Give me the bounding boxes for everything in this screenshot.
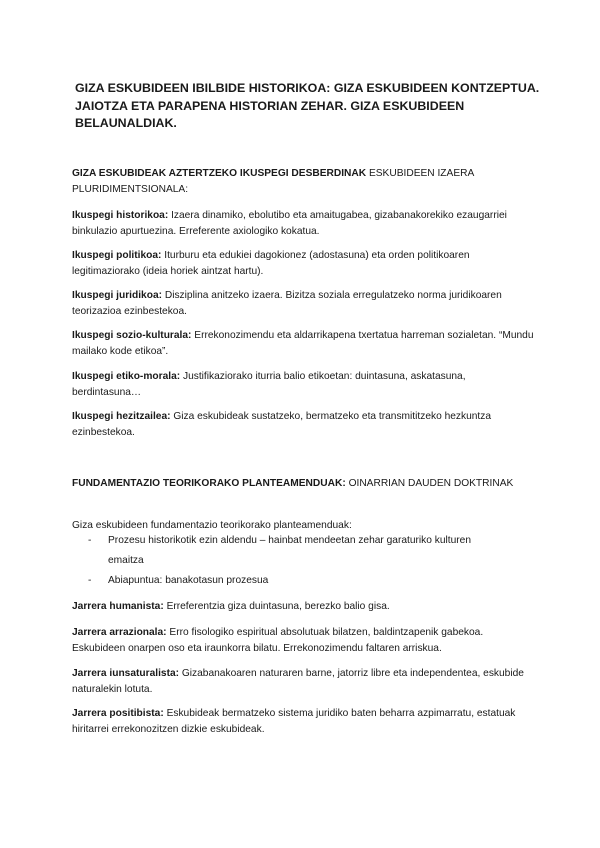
term-text: Errekonozimendu eta aldarrikapena txertatua harreman sozialetan. “Mundu mailako kode etikoa”. <box>72 330 534 357</box>
section-heading-rest: ESKUBIDEEN IZAERA PLURIDIMENTSIONALA: <box>72 168 474 195</box>
term-label: Ikuspegi politikoa: <box>72 250 162 261</box>
term-label: Ikuspegi etiko-morala: <box>72 371 181 382</box>
paragraph-perspective-political <box>72 248 534 280</box>
paragraph-stance-humanist <box>72 599 534 615</box>
term-label: Jarrera arrazionala: <box>72 627 167 638</box>
paragraph-stance-positivist <box>72 706 534 738</box>
term-label: Ikuspegi sozio-kulturala: <box>72 330 192 341</box>
section-heading-perspectives <box>72 166 534 198</box>
term-text: Izaera dinamiko, ebolutibo eta amaitugabea, gizabanakorekiko ezaugarriei binkulazio apurtuezina. Erreferente axiologiko kokatua. <box>72 210 507 237</box>
term-text: Erro fisologiko espiritual absolutuak bilatzen, baldintzapenik gabekoa. Eskubideen onarpen oso eta iraunkorra bilatu. Errekonozimendu faltaren arriskua. <box>72 627 484 654</box>
section-heading-bold: FUNDAMENTAZIO TEORIKORAKO PLANTEAMENDUAK: <box>72 478 346 489</box>
paragraph-stance-iusnaturalist <box>72 666 534 698</box>
dash-marker: - <box>88 535 92 546</box>
paragraph-perspective-ethical <box>72 369 534 401</box>
paragraph-stance-rational <box>72 625 534 657</box>
term-text: Disziplina anitzeko izaera. Bizitza soziala erregulatzeko norma juridikoaren teorizazioa ezinbestekoa. <box>72 290 502 317</box>
term-label: Ikuspegi juridikoa: <box>72 290 163 301</box>
term-label: Jarrera positibista: <box>72 708 164 719</box>
foundations-bullet-list <box>88 531 508 591</box>
section-heading-rest: OINARRIAN DAUDEN DOKTRINAK <box>345 478 514 489</box>
list-item <box>88 531 508 571</box>
document-title: GIZA ESKUBIDEEN IBILBIDE HISTORIKOA: GIZA ESKUBIDEEN KONTZEPTUA. JAIOTZA ETA PARAPENA HISTORIAN ZEHAR. GIZA ESKUBIDEEN BELAUNALDIAK. <box>75 81 540 130</box>
term-text: Eskubideak bermatzeko sistema juridiko baten beharra azpimarratu, estatuak hiritarrei errekonozitzen dizkie eskubideak. <box>72 708 516 735</box>
paragraph-perspective-educational <box>72 409 534 441</box>
term-label: Jarrera iunsaturalista: <box>72 668 180 679</box>
term-text: Erreferentzia giza duintasuna, berezko balio gisa. <box>163 601 390 612</box>
dash-marker: - <box>88 575 92 586</box>
term-label: Ikuspegi hezitzailea: <box>72 411 171 422</box>
term-text: Gizabanakoaren naturaren barne, jatorriz libre eta independentea, eskubide naturalekin lotuta. <box>72 668 524 695</box>
foundations-lead: Giza eskubideen fundamentazio teorikorako planteamenduak: <box>72 520 352 531</box>
paragraph-perspective-historical <box>72 208 534 240</box>
section-heading-bold: GIZA ESKUBIDEAK AZTERTZEKO IKUSPEGI DESBERDINAK <box>72 168 367 179</box>
term-text: Justifikaziorako iturria balio etikoetan: duintasuna, askatasuna, berdintasuna… <box>72 371 466 398</box>
list-item-text: Abiapuntua: banakotasun prozesua <box>108 575 269 586</box>
paragraph-perspective-sociocultural <box>72 328 534 360</box>
list-item <box>88 571 508 591</box>
paragraph-perspective-legal <box>72 288 534 320</box>
section-heading-foundations <box>72 476 534 492</box>
list-item-text: Prozesu historikotik ezin aldendu – hainbat mendeetan zehar garaturiko kulturen emaitza <box>108 535 472 566</box>
term-text: Giza eskubideak sustatzeko, bermatzeko eta transmititzeko hezkuntza ezinbestekoa. <box>72 411 492 438</box>
term-label: Jarrera humanista: <box>72 601 164 612</box>
term-text: Iturburu eta edukiei dagokionez (adostasuna) eta orden politikoaren legitimaziorako (ideia horiek aintzat hartu). <box>72 250 470 277</box>
term-label: Ikuspegi historikoa: <box>72 210 169 221</box>
